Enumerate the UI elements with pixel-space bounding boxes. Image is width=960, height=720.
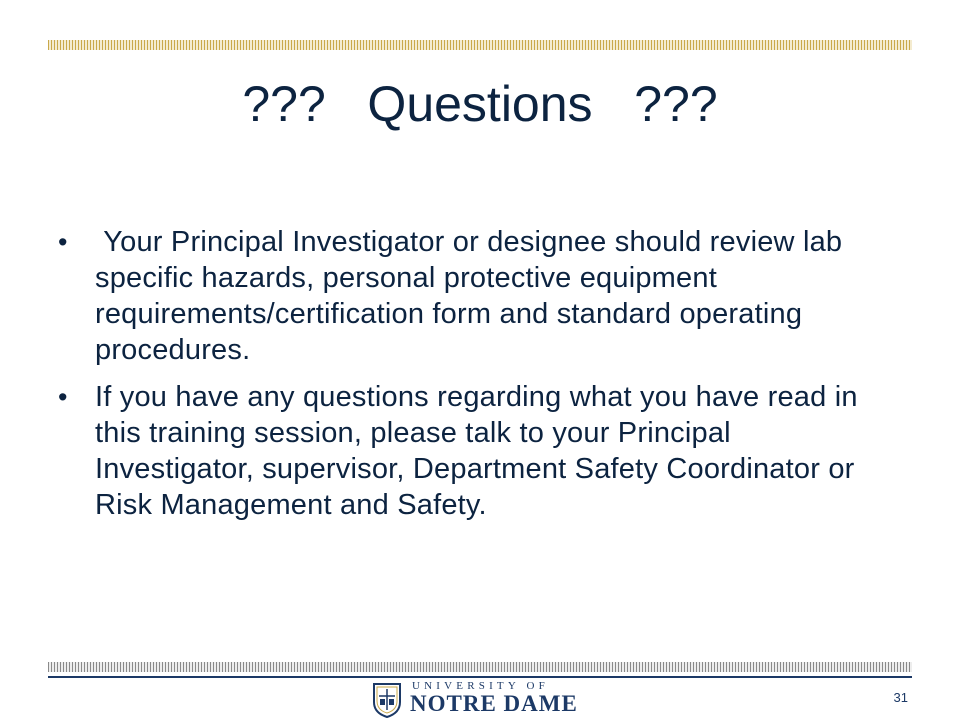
bullet-item-2: [56, 379, 892, 523]
bullet-marker: •: [58, 227, 68, 257]
page-number: 31: [893, 690, 908, 705]
university-logo: [368, 680, 628, 720]
bullet-text-1: Your Principal Investigator or designee should review lab specific hazards, personal protective equipment requirements/certification form and standard operating procedures.: [95, 226, 851, 366]
bullet-list: [56, 224, 892, 534]
bottom-navy-line: [48, 676, 912, 678]
logo-text-university-of: UNIVERSITY OF: [412, 680, 549, 692]
bullet-marker: •: [58, 382, 68, 412]
university-seal-icon: [372, 682, 402, 718]
slide-title: ??? Questions ???: [242, 76, 718, 132]
top-decorative-rule: [48, 40, 912, 50]
logo-text-notre-dame: NOTRE DAME: [410, 691, 578, 716]
bullet-text-2: If you have any questions regarding what you have read in this training session, please talk to your Principal Investigator, supervisor, Department Safety Coordinator or Risk Management and Safety.: [95, 381, 858, 521]
bullet-item-1: [56, 224, 892, 368]
bottom-decorative-rule: [48, 662, 912, 672]
